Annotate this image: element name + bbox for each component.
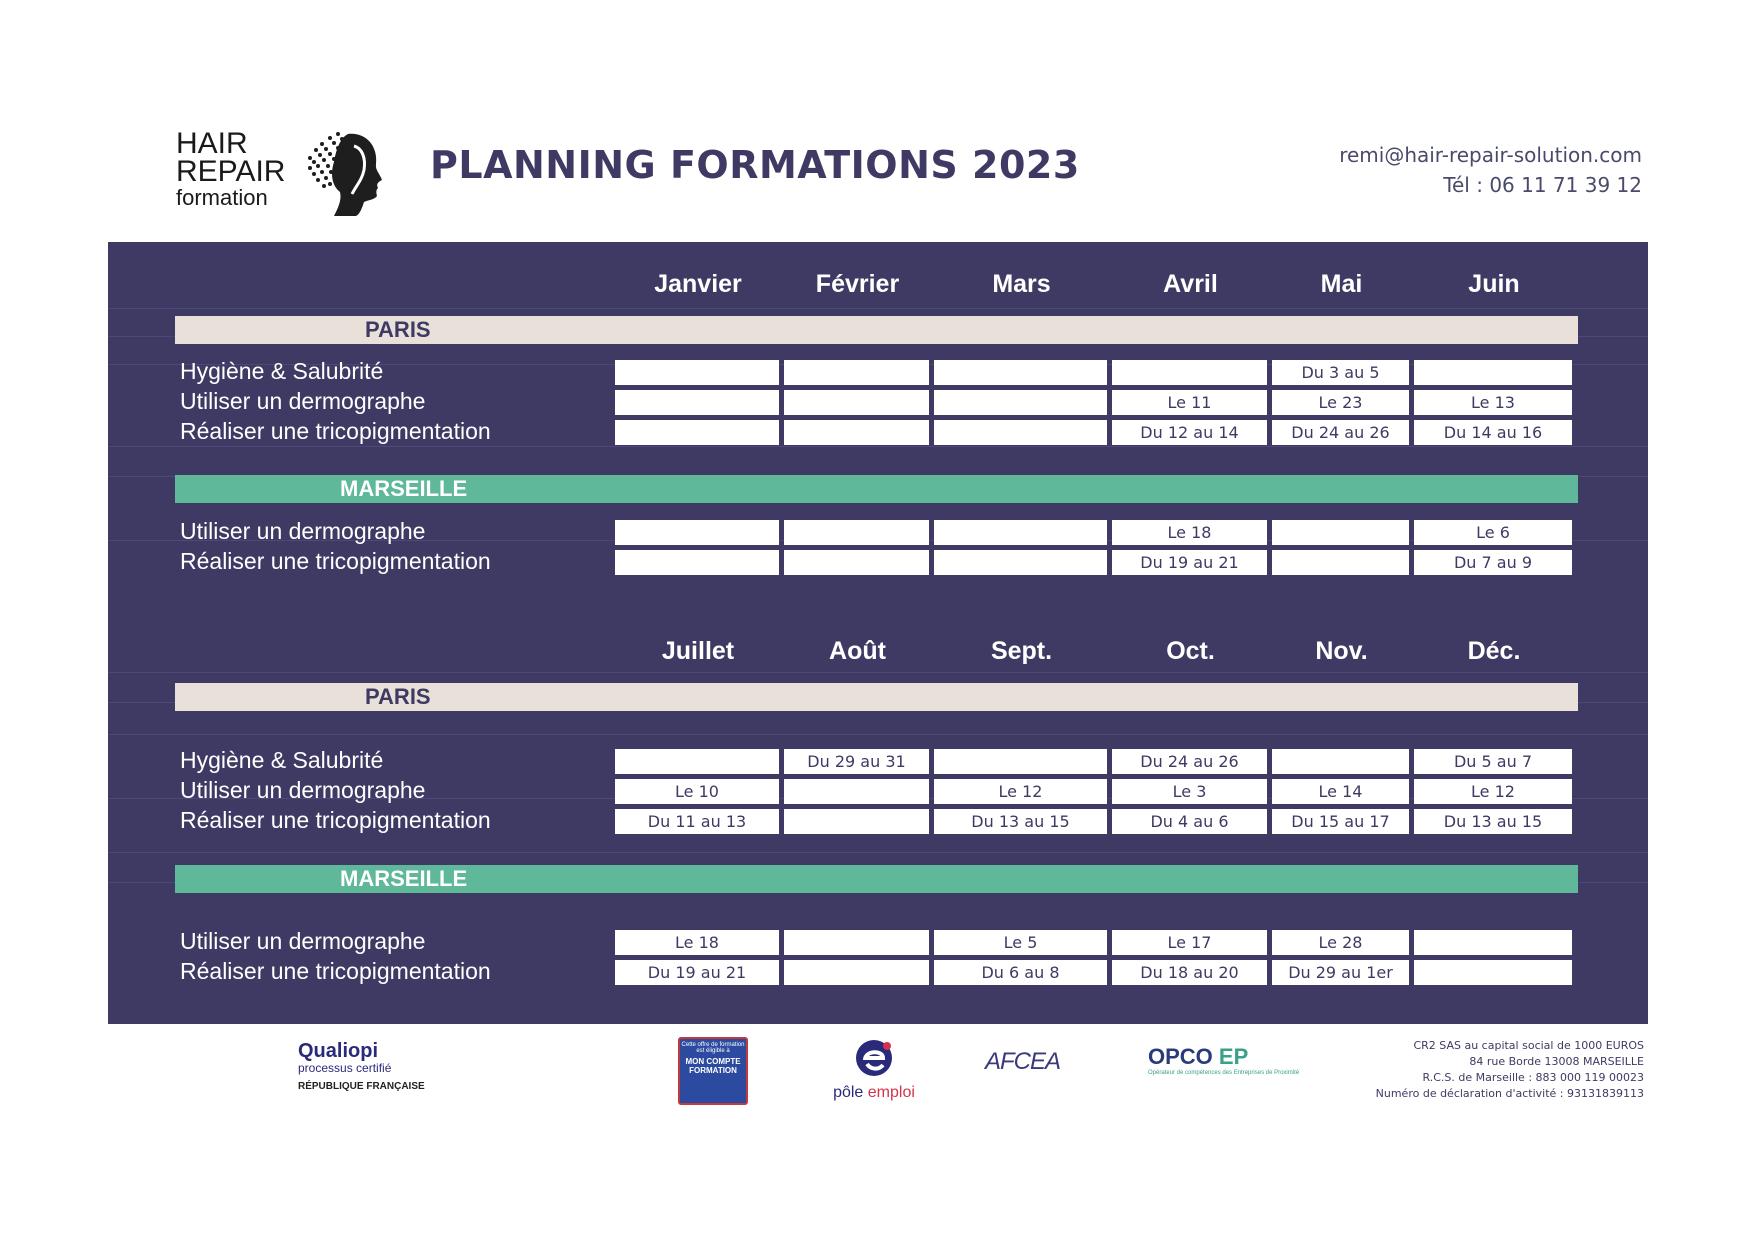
mcf-main-text: MON COMPTE FORMATION	[685, 1057, 741, 1075]
opco-name	[1148, 1044, 1299, 1070]
date-cell: Le 5	[934, 930, 1107, 955]
date-cell: Du 19 au 21	[1112, 550, 1267, 575]
brand-line-2: REPAIR	[176, 155, 286, 188]
date-cell	[934, 550, 1107, 575]
paris-band	[175, 683, 1578, 711]
date-cell	[934, 520, 1107, 545]
pole-emploi-logo	[826, 1038, 922, 1102]
date-cell	[1414, 360, 1572, 385]
date-cell: Le 10	[615, 779, 779, 804]
date-cell	[934, 749, 1107, 774]
date-cell: Du 3 au 5	[1272, 360, 1409, 385]
date-cell	[784, 930, 929, 955]
legal-line: CR2 SAS au capital social de 1000 EUROS	[1413, 1039, 1644, 1052]
month-header: Oct.	[1166, 637, 1215, 665]
month-header: Août	[829, 637, 886, 665]
month-header: Mai	[1320, 270, 1363, 298]
date-cell: Le 12	[1414, 779, 1572, 804]
date-cell: Du 29 au 31	[784, 749, 929, 774]
date-cell: Du 13 au 15	[934, 809, 1107, 834]
date-cell	[784, 550, 929, 575]
brand-line-3: formation	[176, 185, 268, 210]
date-cell: Du 7 au 9	[1414, 550, 1572, 575]
qualiopi-title: Qualiopi	[298, 1040, 378, 1062]
grid-rule	[108, 446, 1648, 447]
page-title: PLANNING FORMATIONS 2023	[430, 143, 1080, 187]
emploi-text: emploi	[867, 1084, 915, 1101]
schedule-panel	[108, 242, 1648, 1024]
month-header: Avril	[1163, 270, 1218, 298]
date-cell	[784, 960, 929, 985]
date-cell: Le 14	[1272, 779, 1409, 804]
paris-band-label: PARIS	[365, 684, 431, 709]
date-cell	[784, 779, 929, 804]
month-header: Juin	[1468, 270, 1520, 298]
course-label: Réaliser une tricopigmentation	[180, 548, 491, 574]
afcea-logo	[985, 1048, 1060, 1076]
month-header: Mars	[992, 270, 1051, 298]
date-cell	[1414, 960, 1572, 985]
legal-info	[1376, 1038, 1644, 1102]
paris-band	[175, 316, 1578, 344]
course-label: Réaliser une tricopigmentation	[180, 418, 491, 444]
qualiopi-logo	[298, 1040, 425, 1092]
date-cell	[784, 390, 929, 415]
date-cell	[615, 420, 779, 445]
date-cell: Du 14 au 16	[1414, 420, 1572, 445]
brand-line-1: HAIR	[176, 127, 248, 160]
legal-line: Numéro de déclaration d'activité : 93131839113	[1375, 1087, 1644, 1100]
date-cell	[615, 550, 779, 575]
date-cell: Le 28	[1272, 930, 1409, 955]
legal-line: R.C.S. de Marseille : 883 000 119 00023	[1422, 1071, 1644, 1084]
date-cell: Du 4 au 6	[1112, 809, 1267, 834]
mcf-top-text: Cette offre de formation est éligible à	[681, 1042, 745, 1054]
opco-ep-text: EP	[1218, 1044, 1249, 1069]
month-header: Sept.	[990, 637, 1053, 665]
marseille-band-label: MARSEILLE	[340, 866, 468, 891]
date-cell	[784, 809, 929, 834]
date-cell: Du 29 au 1er	[1272, 960, 1409, 985]
paris-band-label: PARIS	[365, 317, 431, 342]
date-cell	[1272, 550, 1409, 575]
afcea-name: AFCEA	[985, 1048, 1061, 1075]
legal-line: 84 rue Borde 13008 MARSEILLE	[1469, 1055, 1644, 1068]
date-cell: Le 12	[934, 779, 1107, 804]
head-silhouette-icon	[304, 128, 386, 216]
date-cell: Le 3	[1112, 779, 1267, 804]
date-cell: Du 24 au 26	[1272, 420, 1409, 445]
marseille-band-label: MARSEILLE	[340, 476, 468, 501]
grid-rule	[108, 734, 1648, 735]
opco-subtitle: Opérateur de compétences des Entreprises de Proximité	[1148, 1070, 1300, 1076]
mon-compte-formation-logo	[678, 1037, 748, 1105]
date-cell: Du 5 au 7	[1414, 749, 1572, 774]
date-cell	[784, 420, 929, 445]
date-cell	[615, 749, 779, 774]
contact-info	[1339, 140, 1642, 200]
date-cell: Du 11 au 13	[615, 809, 779, 834]
course-label: Réaliser une tricopigmentation	[180, 807, 491, 833]
marseille-band	[175, 475, 1578, 503]
date-cell: Du 15 au 17	[1272, 809, 1409, 834]
course-label: Utiliser un dermographe	[180, 777, 426, 803]
date-cell	[1112, 360, 1267, 385]
date-cell	[784, 360, 929, 385]
date-cell: Le 23	[1272, 390, 1409, 415]
date-cell: Le 17	[1112, 930, 1267, 955]
course-label: Utiliser un dermographe	[180, 928, 426, 954]
grid-rule	[108, 672, 1648, 673]
date-cell	[934, 390, 1107, 415]
date-cell	[784, 520, 929, 545]
contact-phone: Tél : 06 11 71 39 12	[1443, 173, 1642, 197]
course-label: Hygiène & Salubrité	[180, 358, 384, 384]
date-cell	[934, 420, 1107, 445]
opco-text: OPCO	[1148, 1044, 1213, 1069]
date-cell: Du 24 au 26	[1112, 749, 1267, 774]
month-header: Nov.	[1315, 637, 1368, 665]
date-cell	[934, 360, 1107, 385]
date-cell	[615, 520, 779, 545]
month-header: Janvier	[654, 270, 742, 298]
pole-emploi-icon	[851, 1038, 897, 1078]
qualiopi-republique: RÉPUBLIQUE FRANÇAISE	[298, 1081, 425, 1092]
course-label: Réaliser une tricopigmentation	[180, 958, 491, 984]
course-label: Hygiène & Salubrité	[180, 747, 384, 773]
date-cell: Le 6	[1414, 520, 1572, 545]
date-cell	[1272, 520, 1409, 545]
date-cell: Du 6 au 8	[934, 960, 1107, 985]
date-cell	[615, 390, 779, 415]
course-label: Utiliser un dermographe	[180, 388, 426, 414]
date-cell: Le 13	[1414, 390, 1572, 415]
pole-emploi-text	[826, 1084, 922, 1102]
brand-logo	[176, 127, 396, 220]
date-cell	[615, 360, 779, 385]
opco-ep-logo	[1148, 1044, 1299, 1077]
course-label: Utiliser un dermographe	[180, 518, 426, 544]
date-cell: Le 18	[615, 930, 779, 955]
date-cell: Du 19 au 21	[615, 960, 779, 985]
month-header: Déc.	[1467, 637, 1521, 665]
month-header: Juillet	[661, 637, 735, 665]
month-header: Février	[815, 270, 900, 298]
grid-rule	[108, 308, 1648, 309]
date-cell	[1272, 749, 1409, 774]
date-cell: Du 13 au 15	[1414, 809, 1572, 834]
date-cell: Le 11	[1112, 390, 1267, 415]
pole-text: pôle	[833, 1084, 864, 1101]
contact-email[interactable]: remi@hair-repair-solution.com	[1339, 143, 1642, 167]
brand-wordmark	[176, 127, 286, 210]
marseille-band	[175, 865, 1578, 893]
date-cell: Du 12 au 14	[1112, 420, 1267, 445]
qualiopi-subtitle: processus certifié	[298, 1061, 392, 1075]
date-cell: Le 18	[1112, 520, 1267, 545]
date-cell	[1414, 930, 1572, 955]
grid-rule	[108, 852, 1648, 853]
date-cell: Du 18 au 20	[1112, 960, 1267, 985]
